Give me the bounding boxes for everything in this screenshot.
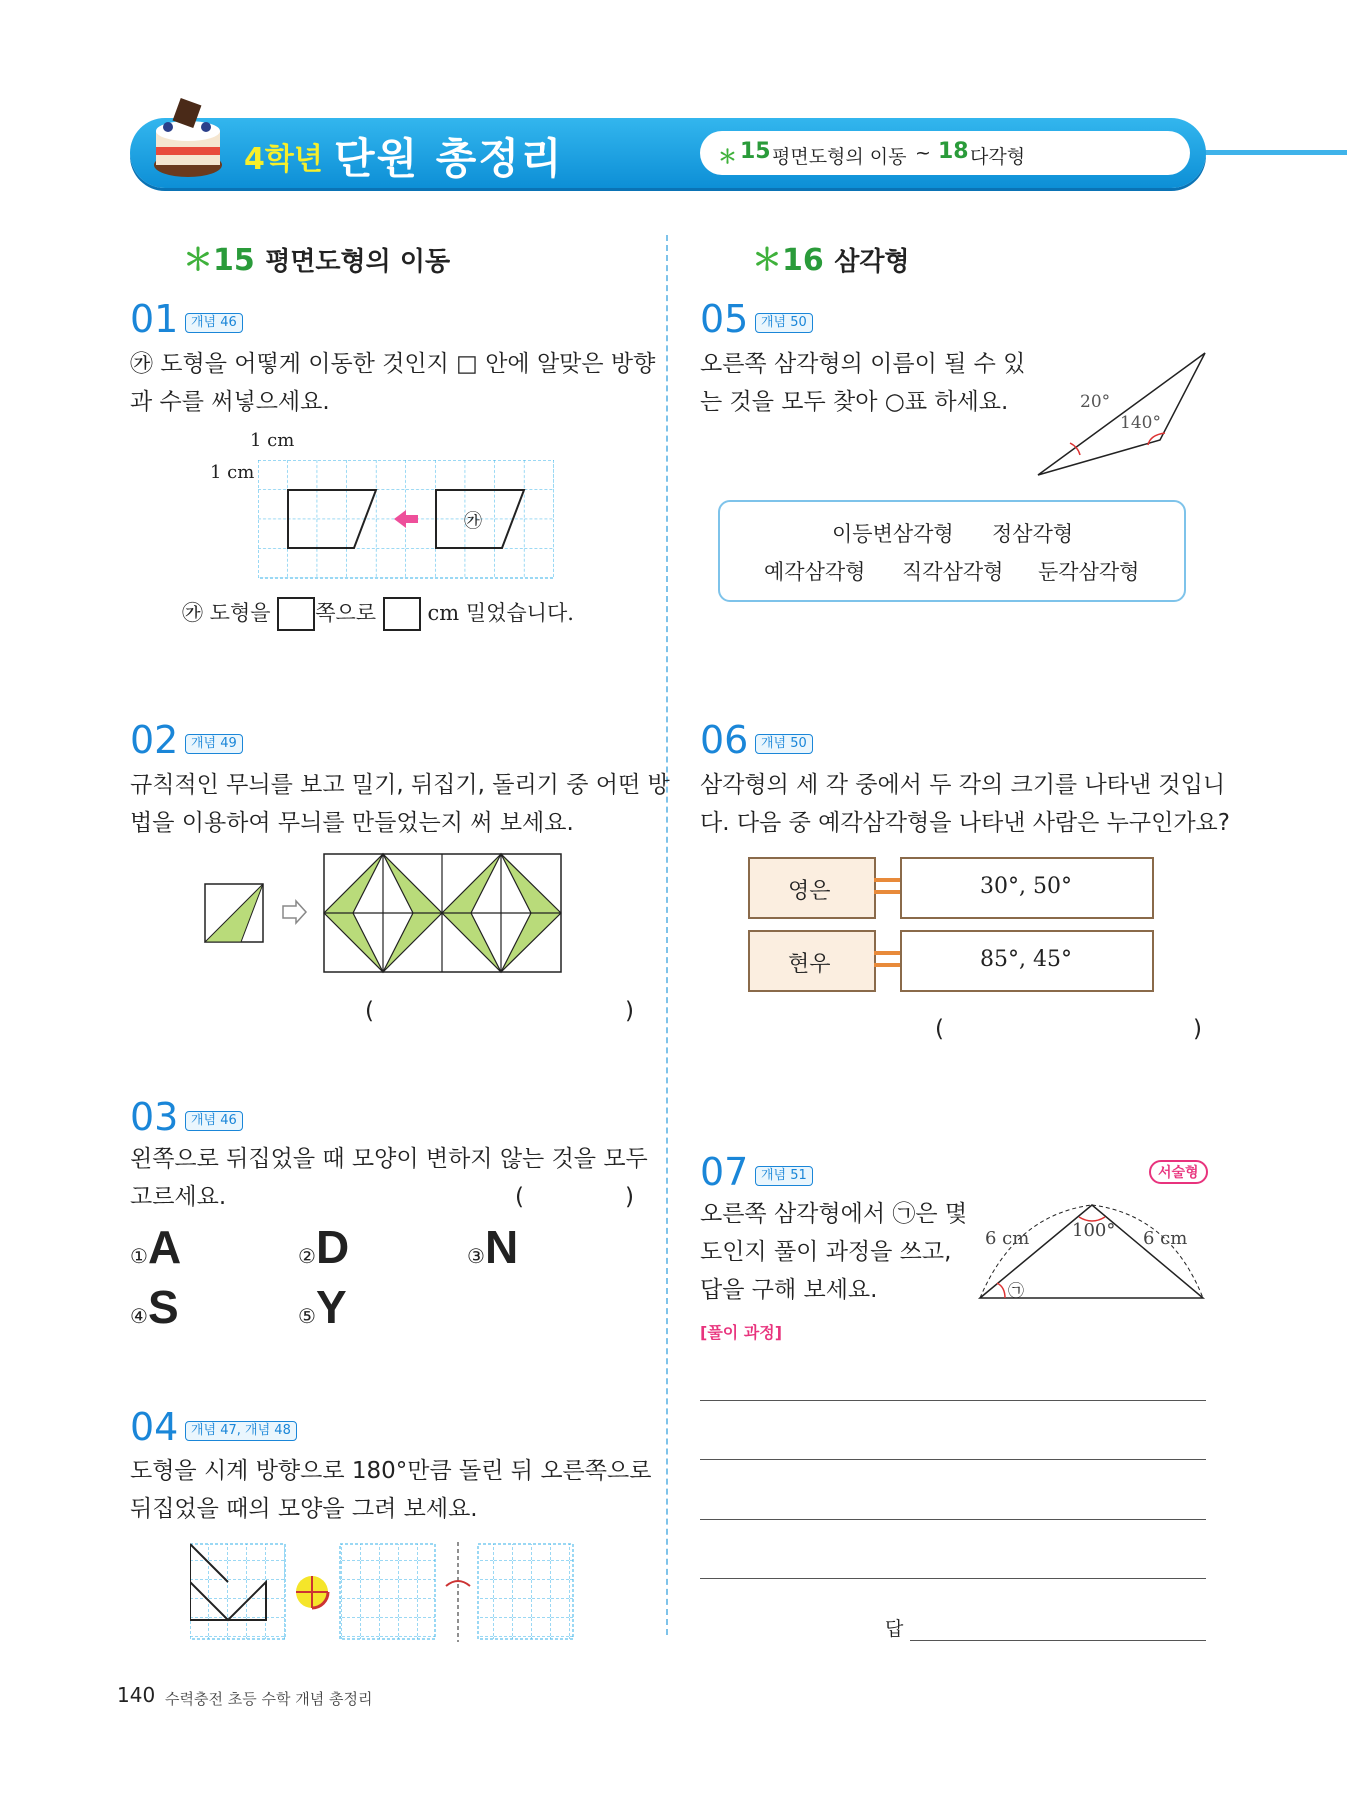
range-start-label: 평면도형의 이동 xyxy=(772,146,907,168)
solution-line-1[interactable] xyxy=(700,1400,1206,1401)
connector xyxy=(874,951,900,955)
book-title: 수력충전 초등 수학 개념 총정리 xyxy=(165,1690,373,1708)
connector xyxy=(874,890,900,894)
question-text: 과 수를 써넣으세요. xyxy=(130,389,330,415)
choice-obtuse[interactable]: 둔각삼각형 xyxy=(1038,560,1140,584)
person-name: 현우 xyxy=(788,952,831,977)
apex-angle-label: 100° xyxy=(1072,1220,1116,1241)
angle-label-140: 140° xyxy=(1120,413,1161,433)
solution-line-3[interactable] xyxy=(700,1519,1206,1520)
person-name: 영은 xyxy=(788,879,831,904)
option-1[interactable]: ①A xyxy=(130,1221,182,1273)
header-rule xyxy=(1200,150,1347,155)
question-number: 04 xyxy=(130,1405,179,1449)
question-text: 뒤집었을 때의 모양을 그려 보세요. xyxy=(130,1496,478,1522)
page-number: 140 xyxy=(117,1683,156,1707)
answer-suffix: cm 밀었습니다. xyxy=(427,601,574,625)
question-text: 오른쪽 삼각형의 이름이 될 수 있 xyxy=(700,351,1026,377)
solution-label: [풀이 과정] xyxy=(700,1323,783,1342)
question-text: 왼쪽으로 뒤집었을 때 모양이 변하지 않는 것을 모두 xyxy=(130,1146,648,1172)
section-label: 평면도형의 이동 xyxy=(265,247,451,277)
name-box xyxy=(748,857,876,919)
paren-open: ( xyxy=(515,1184,524,1210)
choice-isosceles[interactable]: 이등변삼각형 xyxy=(832,522,954,546)
question-text: 다. 다음 중 예각삼각형을 나타낸 사람은 누구인가요? xyxy=(700,810,1230,836)
question-text: 삼각형의 세 각 중에서 두 각의 크기를 나타낸 것입니 xyxy=(700,772,1226,798)
distance-answer-box[interactable] xyxy=(383,597,421,631)
solution-line-2[interactable] xyxy=(700,1459,1206,1460)
direction-answer-box[interactable] xyxy=(277,597,315,631)
question-text: 고르세요. xyxy=(130,1184,227,1210)
question-text: 도형을 시계 방향으로 180°만큼 돌린 뒤 오른쪽으로 xyxy=(130,1458,652,1484)
concept-tag: 개념 46 xyxy=(185,1111,243,1131)
question-number: 01 xyxy=(130,297,179,341)
range-end-label: 다각형 xyxy=(970,146,1026,168)
question-number: 05 xyxy=(700,297,749,341)
answer-line[interactable] xyxy=(910,1640,1206,1641)
star-icon: ＊ xyxy=(752,243,782,278)
paren-open: ( xyxy=(935,1016,944,1042)
paren-close: ) xyxy=(1193,1016,1202,1042)
option-4[interactable]: ④S xyxy=(130,1281,179,1333)
shape-label: ㉮ xyxy=(464,511,482,532)
question-text: 답을 구해 보세요. xyxy=(700,1277,878,1303)
answer-prefix: ㉮ 도형을 xyxy=(182,601,271,625)
option-5[interactable]: ⑤Y xyxy=(298,1281,347,1333)
q04-grid-figure xyxy=(190,1542,580,1642)
paren-open: ( xyxy=(365,998,374,1024)
concept-tag: 개념 46 xyxy=(185,313,243,333)
grade-label: 4학년 xyxy=(244,142,323,177)
left-section-title xyxy=(183,235,450,279)
angle-values: 30°, 50° xyxy=(980,874,1072,899)
right-section-title xyxy=(752,235,910,279)
star-icon: ＊ xyxy=(183,243,213,278)
concept-tag: 개념 50 xyxy=(755,313,813,333)
question-number: 02 xyxy=(130,718,179,762)
side-length-right: 6 cm xyxy=(1143,1228,1188,1249)
section-num: 15 xyxy=(213,243,255,278)
star-icon: ＊ xyxy=(718,146,738,168)
connector xyxy=(874,963,900,967)
q01-grid-figure xyxy=(258,460,554,580)
essay-type-badge: 서술형 xyxy=(1149,1160,1208,1184)
q03-answer-field[interactable] xyxy=(535,1182,620,1212)
section-label: 삼각형 xyxy=(834,247,910,277)
question-number: 06 xyxy=(700,718,749,762)
page-title: 단원 총정리 xyxy=(334,134,564,183)
angle-label-20: 20° xyxy=(1080,392,1111,412)
question-number: 07 xyxy=(700,1150,749,1194)
solution-line-4[interactable] xyxy=(700,1578,1206,1579)
answer-mid: 쪽으로 xyxy=(315,601,377,625)
unknown-angle-mark: ㉠ xyxy=(1008,1281,1025,1300)
column-divider xyxy=(666,235,668,1635)
question-text: 오른쪽 삼각형에서 ㉠은 몇 xyxy=(700,1201,968,1227)
range-start-num: 15 xyxy=(740,139,771,164)
value-box xyxy=(900,930,1154,992)
question-text: 규칙적인 무늬를 보고 밀기, 뒤집기, 돌리기 중 어떤 방 xyxy=(130,772,670,798)
choice-acute[interactable]: 예각삼각형 xyxy=(764,560,866,584)
name-box xyxy=(748,930,876,992)
section-num: 16 xyxy=(782,243,824,278)
option-3[interactable]: ③N xyxy=(467,1221,519,1273)
paren-close: ) xyxy=(625,1184,634,1210)
concept-tag: 개념 51 xyxy=(755,1166,813,1186)
grid-unit-top: 1 cm xyxy=(250,430,295,451)
range-sep: ~ xyxy=(915,142,931,164)
q06-answer-field[interactable] xyxy=(955,1014,1185,1044)
choice-equilateral[interactable]: 정삼각형 xyxy=(992,522,1074,546)
connector xyxy=(874,878,900,882)
option-2[interactable]: ②D xyxy=(298,1221,350,1273)
answer-label: 답 xyxy=(885,1618,904,1640)
question-number: 03 xyxy=(130,1095,179,1139)
q02-pattern-figure xyxy=(203,852,563,976)
question-text: 는 것을 모두 찾아 ○표 하세요. xyxy=(700,389,1009,415)
angle-values: 85°, 45° xyxy=(980,947,1072,972)
concept-tag: 개념 47, 개념 48 xyxy=(185,1421,297,1441)
unit-range-pill xyxy=(700,131,1190,175)
triangle-name-choices xyxy=(718,500,1186,602)
grid-unit-left: 1 cm xyxy=(210,462,255,483)
answer-sentence xyxy=(182,597,574,631)
question-text: 도인지 풀이 과정을 쓰고, xyxy=(700,1239,952,1265)
paren-close: ) xyxy=(625,998,634,1024)
choice-right[interactable]: 직각삼각형 xyxy=(902,560,1004,584)
range-end-num: 18 xyxy=(938,139,969,164)
question-text: 법을 이용하여 무늬를 만들었는지 써 보세요. xyxy=(130,810,574,836)
question-text: ㉮ 도형을 어떻게 이동한 것인지 □ 안에 알맞은 방향 xyxy=(130,351,656,377)
concept-tag: 개념 49 xyxy=(185,734,243,754)
value-box xyxy=(900,857,1154,919)
cake-icon xyxy=(150,95,226,181)
concept-tag: 개념 50 xyxy=(755,734,813,754)
q02-answer-field[interactable] xyxy=(385,996,625,1026)
side-length-left: 6 cm xyxy=(985,1228,1030,1249)
